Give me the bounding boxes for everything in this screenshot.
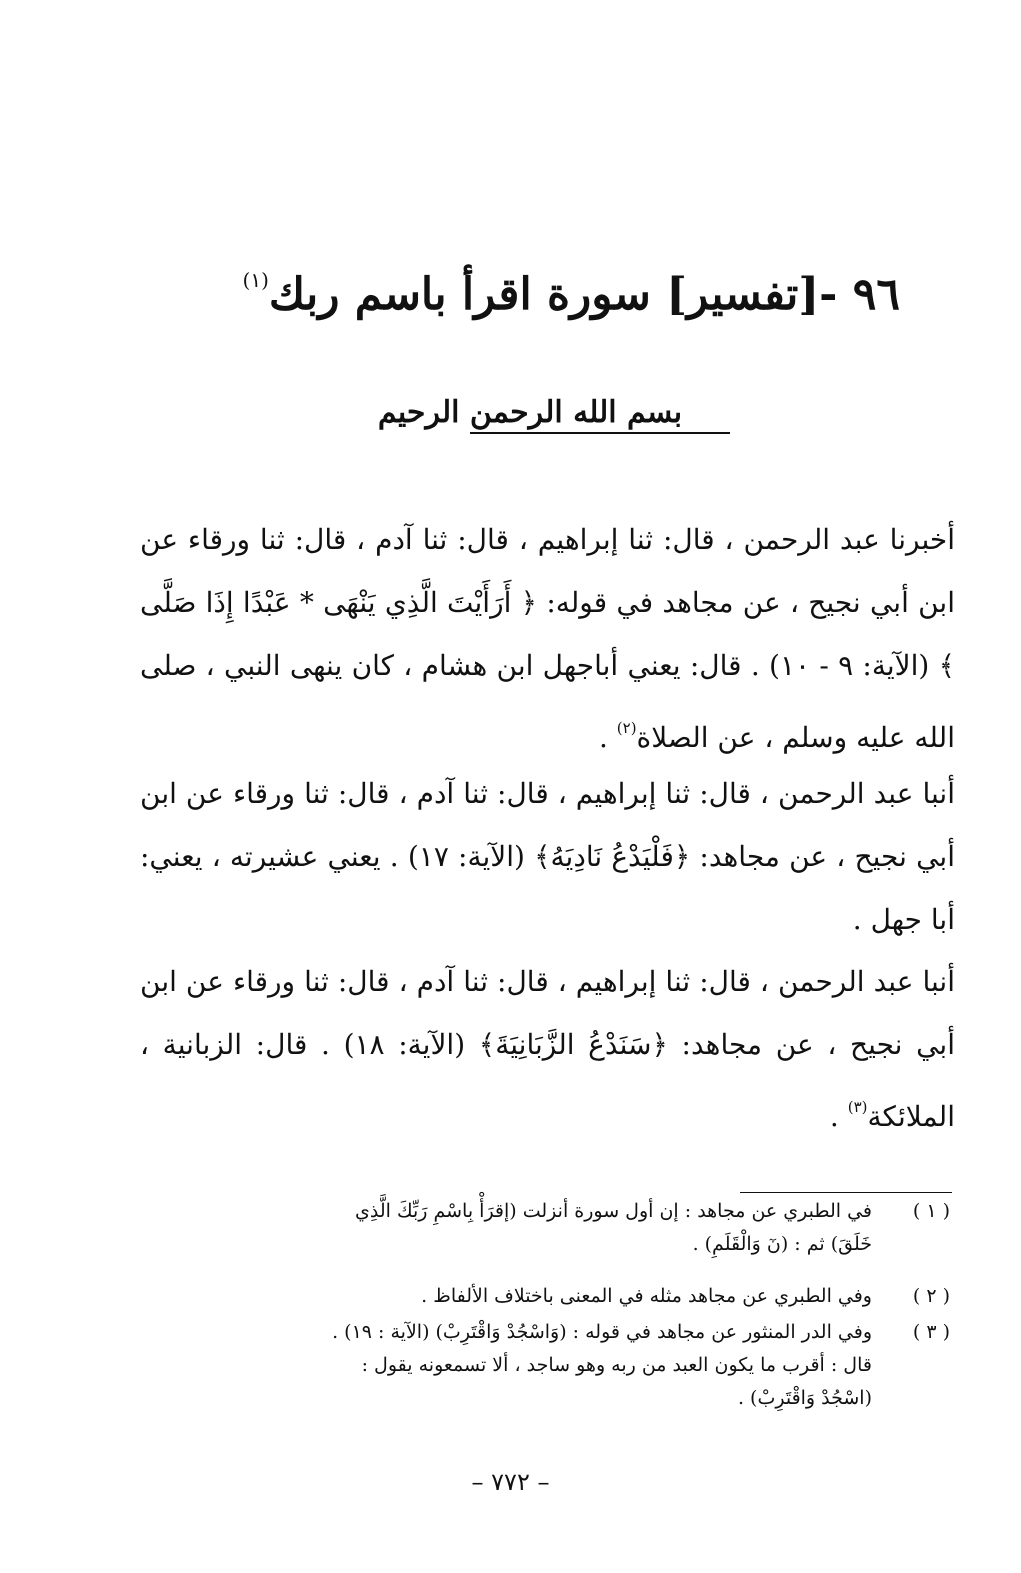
paragraph-3-footnote-ref: (٣) (847, 1098, 868, 1116)
footnote-3-line-3: (اسْجُدْ وَاقْتَرِبْ) . (737, 1387, 872, 1409)
footnote-2-number: ( ٢ ) (912, 1285, 950, 1307)
footnote-3 (120, 1316, 950, 1415)
footnote-1-line-1: في الطبري عن مجاهد : إن أول سورة أنزلت (إقرَأْ بِاسْمِ رَبِّكَ الَّذِي (355, 1200, 872, 1222)
paragraph-3 (140, 950, 955, 1148)
basmala: بسم الله الرحمن الرحيم (377, 395, 683, 430)
footnote-3-number: ( ٣ ) (912, 1321, 950, 1343)
footnote-1 (120, 1195, 950, 1261)
chapter-title (200, 268, 900, 320)
paragraph-1-text: أخبرنا عبد الرحمن ، قال: ثنا إبراهيم ، قال: ثنا آدم ، قال: ثنا ورقاء عن ابن أبي نجيح ، عن مجاهد في قوله: ﴿ أَرَأَيْتَ الَّذِي يَنْهَى * عَبْدًا إِذَا صَلَّى ﴾ (الآية: ٩ - ١٠) . قال: يعني أباجهل ابن هشام ، كان ينهى النبي ، صلى الله عليه وسلم ، عن الصلاة (140, 523, 955, 754)
footnote-1-number: ( ١ ) (912, 1200, 950, 1222)
footnote-separator (740, 1192, 952, 1193)
paragraph-1 (140, 508, 955, 769)
footnote-3-line-2: قال : أقرب ما يكون العبد من ربه وهو ساجد ، ألا تسمعونه يقول : (361, 1354, 872, 1376)
paragraph-1-end: . (598, 721, 617, 754)
footnote-2 (120, 1280, 950, 1313)
chapter-title-text: ٩٦ -[تفسير] سورة اقرأ باسم ربك (268, 269, 900, 320)
footnote-1-line-2: خَلَقَ) ثم : (نٓ وَالْقَلَمِ) . (692, 1233, 872, 1255)
paragraph-1-footnote-ref: (٢) (616, 719, 637, 737)
title-footnote-ref: (١) (242, 268, 269, 292)
paragraph-2-text: أنبا عبد الرحمن ، قال: ثنا إبراهيم ، قال: ثنا آدم ، قال: ثنا ورقاء عن ابن أبي نجيح ، عن مجاهد: ﴿فَلْيَدْعُ نَادِيَهُ﴾ (الآية: ١٧) . يعني عشيرته ، يعني: أبا جهل . (140, 777, 955, 936)
basmala-underline (470, 432, 730, 434)
paragraph-3-end: . (829, 1100, 848, 1133)
paragraph-3-text: أنبا عبد الرحمن ، قال: ثنا إبراهيم ، قال: ثنا آدم ، قال: ثنا ورقاء عن ابن أبي نجيح ، عن مجاهد: ﴿سَنَدْعُ الزَّبَانِيَةَ﴾ (الآية: ١٨) . قال: الزبانية ، الملائكة (140, 965, 956, 1133)
footnote-2-line-1: وفي الطبري عن مجاهد مثله في المعنى باختلاف الألفاظ . (421, 1285, 872, 1307)
page-number: – ٧٧٢ – (471, 1468, 550, 1496)
footnote-3-line-1: وفي الدر المنثور عن مجاهد في قوله : (وَاسْجُدْ وَاقْتَرِبْ) (الآية : ١٩) . (332, 1321, 872, 1343)
paragraph-2 (140, 762, 955, 951)
